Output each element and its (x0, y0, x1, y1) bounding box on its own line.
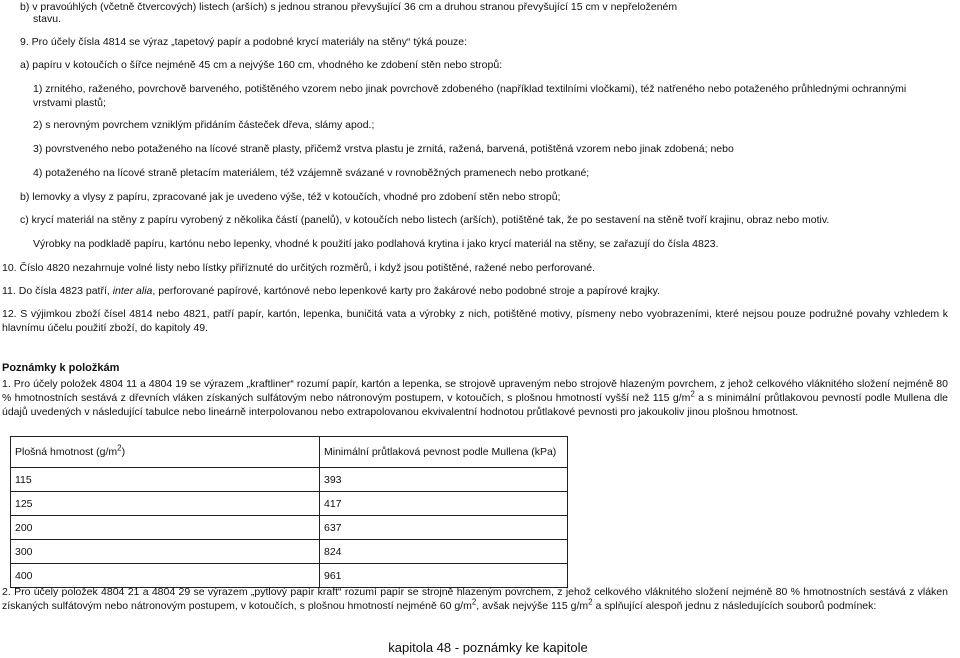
item-note-2-sup: 2 (471, 597, 477, 607)
note-11-text-b: , perforované papírové, kartónové nebo lepenkové karty pro žakárové nebo podobné stroje a papírové krajky. (152, 285, 661, 297)
note-9a3: 3) povrstveného nebo potaženého na lícové straně plasty, přičemž vrstva plastu je zrnitá, ražená, barvená, potištěná vzorem nebo jinak zdobená; nebo (33, 143, 734, 155)
note-11-italic: inter alia (112, 285, 153, 297)
table-row (11, 468, 568, 492)
table-header-weight-text: Plošná hmotnost (g/m (15, 446, 118, 458)
note-9: 9. Pro účely čísla 4814 se výraz „tapetový papír a podobné krycí materiály na stěny“ týká pouze: (20, 36, 468, 48)
note-9b: b) lemovky a vlysy z papíru, zpracované jak je uvedeno výše, též v kotoučích, vhodné pro zdobení stěn nebo stropů; (20, 191, 561, 203)
table-cell: 417 (320, 492, 568, 516)
table-header-burst: Minimální průtlaková pevnost podle Mullena (kPa) (320, 437, 568, 468)
table-row (11, 516, 568, 540)
note-11 (2, 284, 660, 298)
table-cell: 961 (320, 564, 568, 588)
note-9-final: Výrobky na podkladě papíru, kartónu nebo lepenky, vhodné k použití jako podlahová krytina i jako krycí materiál na stěny, se zařazují do čísla 4823. (33, 238, 719, 250)
note-11-text-a: 11. Do čísla 4823 patří, (2, 285, 113, 297)
table-cell: 200 (11, 516, 320, 540)
table-cell: 637 (320, 516, 568, 540)
mullen-table (10, 436, 568, 588)
text-b-item-line2: stavu. (33, 13, 62, 25)
item-note-2-text-c: a splňující alespoň jednu z následujících souborů podmínek: (592, 600, 877, 612)
note-9a: a) papíru v kotoučích o šířce nejméně 45 cm a nejvýše 160 cm, vhodného ke zdobení stěn nebo stropů: (20, 59, 503, 71)
table-cell: 115 (11, 468, 320, 492)
item-note-1-text-a: 1. Pro účely položek 4804 11 a 4804 19 se výrazem „kraftliner“ rozumí papír, kartón a lepenka, se strojově upraveným nebo strojově hlazeným povrchem, z jehož celkového vláknitého složení nejméně 80 % hmotnostních sestává z dřevních vláken získaných sulfátovým nebo nátronovým postupem, v kotoučích, s plošnou hmotností vyšší než 115 g/m (2, 378, 948, 404)
table-cell: 393 (320, 468, 568, 492)
item-note-1 (2, 377, 948, 419)
item-note-1-sup: 2 (690, 389, 695, 399)
table-cell: 125 (11, 492, 320, 516)
note-10: 10. Číslo 4820 nezahrnuje volné listy nebo lístky přiříznuté do určitých rozměrů, i když jsou potištěné, ražené nebo perforované. (2, 262, 595, 274)
table-cell: 400 (11, 564, 320, 588)
note-9c: c) krycí materiál na stěny z papíru vyrobený z několika částí (panelů), v kotoučích nebo listech (arších), potištěné tak, že po sestavení na stěně tvoří krajinu, obraz nebo motiv. (20, 214, 830, 226)
table-cell: 824 (320, 540, 568, 564)
table-row (11, 540, 568, 564)
table-header-weight-sup: 2 (117, 443, 122, 453)
item-note-2-text-b: , avšak nejvýše 115 g/m (476, 600, 589, 612)
item-note-2-sup2: 2 (588, 597, 593, 607)
text-b-item-line1: b) v pravoúhlých (včetně čtvercových) listech (arších) s jednou stranou převyšující 36 cm a druhou stranou převyšující 15 cm v nepřeloženém (20, 1, 678, 13)
note-9a1: 1) zrnitého, raženého, povrchově barveného, potištěného vzorem nebo jinak povrchově zdobeného (například textilními vločkami), též natřeného nebo potaženého průhlednými ochrannými vrstvami plastů; (33, 83, 907, 109)
note-12: 12. S výjimkou zboží čísel 4814 nebo 4821, patří papír, kartón, lepenka, buničitá vata a výrobky z nich, potištěné motivy, písmeny nebo vyobrazeními, které nejsou pouze podružné povahy vzhledem k hlavnímu účelu použití zboží, do kapitoly 49. (2, 308, 948, 334)
item-note-2 (2, 585, 948, 613)
note-9a4: 4) potaženého na lícové straně pletacím materiálem, též vzájemně svázané v rovnoběžných pramenech nebo protkané; (33, 167, 590, 179)
table-header-weight (11, 437, 320, 468)
table-row (11, 564, 568, 588)
note-9a2: 2) s nerovným povrchem vzniklým přidáním částeček dřeva, slámy apod.; (33, 119, 375, 131)
item-note-2-text-a: 2. Pro účely položek 4804 21 a 4804 29 se výrazem „pytlový papír kraft“ rozumí papír se strojně hlazeným povrchem, z jehož celkového vláknitého složení nejméně 80 % hmotnostních sestává z vláken získaných sulfátovým nebo nátronovým postupem, v kotoučích, s plošnou hmotností nejméně 60 g/m (2, 586, 948, 612)
table-header-weight-close: ) (121, 446, 126, 458)
subheading-item-notes: Poznámky k položkám (2, 362, 120, 374)
item-note-1-text-b: a s minimální průtlakovou pevností podle Mullena dle údajů uvedených v následující tabulce nebo lineárně interpolovanou nebo extrapolovanou ekvivalentní hodnotou průtlakové pevnosti pro jakoukoliv jinou plošnou hmotnost. (2, 392, 949, 418)
table-header-row (11, 437, 568, 468)
table-cell: 300 (11, 540, 320, 564)
table-row (11, 492, 568, 516)
page-footer: kapitola 48 - poznámky ke kapitole (388, 640, 588, 655)
